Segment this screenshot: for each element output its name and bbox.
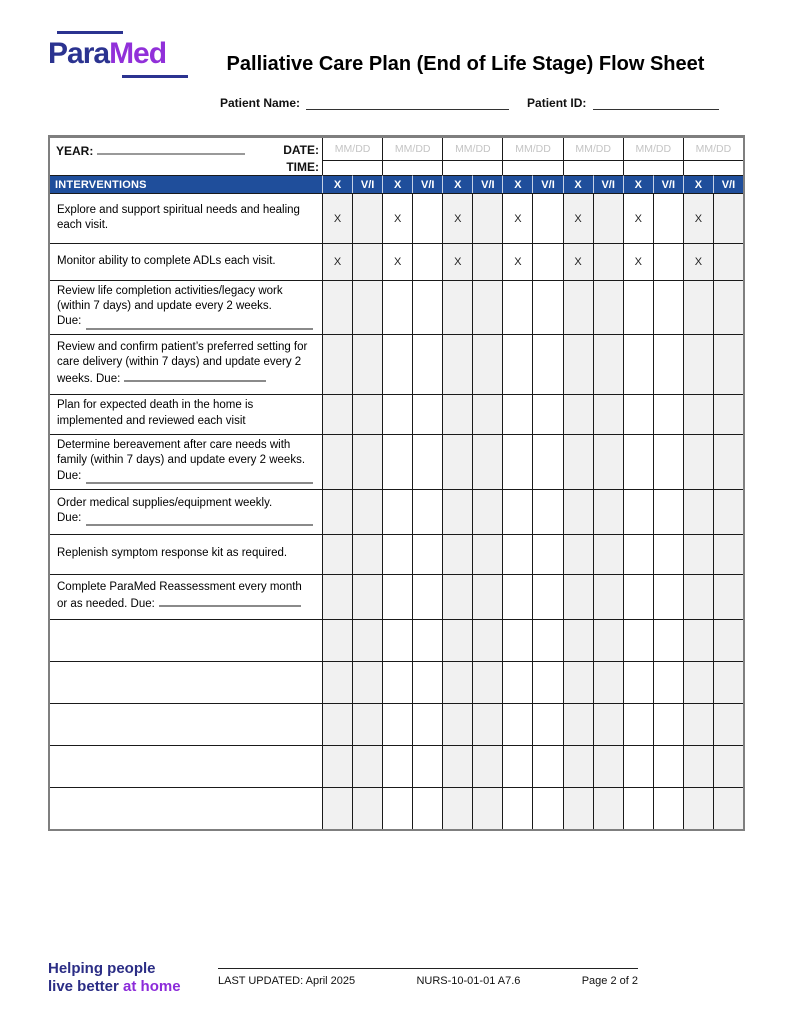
mark-cell-filled[interactable]: X [563, 193, 593, 243]
mark-cell[interactable] [502, 787, 532, 829]
mark-cell[interactable] [593, 703, 623, 745]
due-label: Due: [57, 315, 82, 328]
mark-cell[interactable] [713, 243, 743, 280]
empty-intervention-cell[interactable] [50, 619, 322, 661]
mark-cell[interactable] [683, 394, 713, 434]
empty-intervention-cell[interactable] [50, 745, 322, 787]
mark-cell[interactable] [683, 534, 713, 574]
mark-cell[interactable] [563, 489, 593, 534]
mark-cell[interactable] [322, 280, 352, 334]
mark-cell[interactable] [472, 280, 502, 334]
mark-cell[interactable] [593, 334, 623, 394]
mark-cell[interactable] [593, 243, 623, 280]
mark-cell[interactable] [442, 334, 472, 394]
mark-cell[interactable] [713, 534, 743, 574]
mark-cell[interactable] [623, 703, 653, 745]
mark-cell[interactable] [623, 280, 653, 334]
mark-cell[interactable] [502, 334, 532, 394]
vi-col-header: V/I [352, 175, 382, 193]
intervention-text: Plan for expected death in the home is implemented and reviewed each visit [57, 399, 254, 427]
mark-cell[interactable] [653, 280, 683, 334]
mark-cell[interactable] [502, 661, 532, 703]
mark-cell[interactable] [653, 745, 683, 787]
patient-id-field[interactable] [593, 97, 719, 110]
mark-cell-filled[interactable]: X [623, 243, 653, 280]
mark-cell[interactable] [502, 574, 532, 619]
mark-cell-filled[interactable]: X [502, 243, 532, 280]
mark-cell[interactable] [382, 534, 412, 574]
year-part [56, 140, 245, 175]
intervention-cell [50, 434, 322, 489]
mark-cell[interactable] [623, 534, 653, 574]
mark-cell[interactable] [352, 193, 382, 243]
mark-cell[interactable] [502, 489, 532, 534]
intervention-cell [50, 334, 322, 394]
mark-cell[interactable] [502, 703, 532, 745]
tagline-line2 [48, 978, 181, 996]
mark-cell-filled[interactable]: X [623, 193, 653, 243]
mark-cell[interactable] [532, 394, 562, 434]
intervention-cell [50, 243, 322, 280]
mark-cell[interactable] [472, 661, 502, 703]
mark-cell[interactable] [683, 489, 713, 534]
due-label: Due: [130, 597, 155, 610]
mark-cell[interactable] [352, 787, 382, 829]
mark-cell[interactable] [382, 280, 412, 334]
mark-cell[interactable] [563, 745, 593, 787]
time-input-cell[interactable] [442, 160, 502, 175]
tagline-live-better: live better [48, 978, 124, 995]
mark-cell-filled[interactable]: X [563, 243, 593, 280]
mark-cell[interactable] [322, 394, 352, 434]
mark-cell[interactable] [532, 619, 562, 661]
mark-cell[interactable] [442, 661, 472, 703]
mark-cell[interactable] [593, 619, 623, 661]
date-label: DATE: [283, 143, 319, 157]
mark-cell[interactable] [412, 489, 442, 534]
mark-cell[interactable] [683, 703, 713, 745]
mark-cell[interactable] [532, 745, 562, 787]
footer-block [218, 968, 638, 987]
mark-cell[interactable] [653, 334, 683, 394]
mark-cell[interactable] [322, 661, 352, 703]
year-field[interactable] [97, 143, 245, 155]
mark-cell[interactable] [683, 661, 713, 703]
due-row [57, 511, 315, 526]
mark-cell[interactable] [623, 574, 653, 619]
patient-name-field[interactable] [306, 97, 509, 110]
mark-cell[interactable] [593, 280, 623, 334]
mark-cell[interactable] [412, 574, 442, 619]
mark-cell-filled[interactable]: X [382, 243, 412, 280]
visit-col-header: X [683, 175, 713, 193]
vi-col-header: V/I [532, 175, 562, 193]
mark-cell[interactable] [713, 787, 743, 829]
mark-cell[interactable] [322, 534, 352, 574]
intervention-text: Explore and support spiritual needs and healing each visit. [57, 203, 300, 231]
mark-cell[interactable] [322, 489, 352, 534]
date-input-cell[interactable]: MM/DD [563, 138, 623, 160]
mark-cell[interactable] [352, 661, 382, 703]
mark-cell[interactable] [412, 280, 442, 334]
mark-cell[interactable] [442, 745, 472, 787]
mark-cell[interactable] [352, 619, 382, 661]
visit-col-header: X [442, 175, 472, 193]
vi-col-header: V/I [593, 175, 623, 193]
intervention-text: Determine bereavement after care needs with family (within 7 days) and update every 2 weeks. [57, 439, 306, 467]
mark-cell[interactable] [563, 574, 593, 619]
patient-id-label: Patient ID: [527, 96, 587, 110]
mark-cell[interactable] [532, 334, 562, 394]
vi-col-header: V/I [653, 175, 683, 193]
mark-cell[interactable] [593, 745, 623, 787]
mark-cell[interactable] [502, 434, 532, 489]
mark-cell[interactable] [502, 619, 532, 661]
mark-cell[interactable] [683, 574, 713, 619]
vi-col-header: V/I [412, 175, 442, 193]
mark-cell[interactable] [653, 193, 683, 243]
mark-cell[interactable] [683, 745, 713, 787]
visit-col-header: X [563, 175, 593, 193]
mark-cell[interactable] [502, 280, 532, 334]
mark-cell-filled[interactable]: X [502, 193, 532, 243]
mark-cell[interactable] [382, 661, 412, 703]
mark-cell[interactable] [532, 787, 562, 829]
mark-cell[interactable] [563, 619, 593, 661]
mark-cell[interactable] [653, 394, 683, 434]
date-input-cell[interactable]: MM/DD [683, 138, 743, 160]
mark-cell[interactable] [382, 745, 412, 787]
intervention-cell [50, 280, 322, 334]
mark-cell[interactable] [653, 534, 683, 574]
mark-cell[interactable] [623, 334, 653, 394]
mark-cell[interactable] [382, 703, 412, 745]
mark-cell-filled[interactable]: X [442, 243, 472, 280]
time-input-cell[interactable] [502, 160, 562, 175]
mark-cell[interactable] [442, 574, 472, 619]
mark-cell[interactable] [563, 280, 593, 334]
mark-cell[interactable] [412, 703, 442, 745]
date-input-cell[interactable]: MM/DD [322, 138, 382, 160]
mark-cell[interactable] [653, 661, 683, 703]
mark-cell[interactable] [653, 787, 683, 829]
due-label: Due: [96, 372, 121, 385]
patient-name-label: Patient Name: [220, 96, 301, 110]
mark-cell[interactable] [472, 619, 502, 661]
mark-cell[interactable] [352, 243, 382, 280]
mark-cell[interactable] [683, 619, 713, 661]
mark-cell[interactable] [713, 434, 743, 489]
page-title: Palliative Care Plan (End of Life Stage) Flow Sheet [226, 53, 705, 75]
mark-cell-filled[interactable]: X [322, 193, 352, 243]
mark-cell[interactable] [412, 787, 442, 829]
mark-cell[interactable] [532, 280, 562, 334]
empty-intervention-cell[interactable] [50, 787, 322, 829]
mark-cell[interactable] [412, 745, 442, 787]
logo-part-para: Para [48, 37, 110, 70]
mark-cell[interactable] [382, 434, 412, 489]
mark-cell[interactable] [593, 489, 623, 534]
mark-cell[interactable] [713, 619, 743, 661]
intervention-cell [50, 489, 322, 534]
mark-cell[interactable] [322, 703, 352, 745]
vi-col-header: V/I [713, 175, 743, 193]
mark-cell[interactable] [683, 434, 713, 489]
mark-cell[interactable] [322, 787, 352, 829]
due-field[interactable] [124, 371, 266, 382]
mark-cell[interactable] [713, 574, 743, 619]
page-number: Page 2 of 2 [581, 975, 638, 987]
date-input-cell[interactable]: MM/DD [623, 138, 683, 160]
due-field[interactable] [159, 596, 301, 607]
mark-cell[interactable] [322, 619, 352, 661]
mark-cell[interactable] [472, 745, 502, 787]
mark-cell[interactable] [532, 243, 562, 280]
mark-cell[interactable] [563, 703, 593, 745]
mark-cell[interactable] [352, 434, 382, 489]
time-input-cell[interactable] [623, 160, 683, 175]
tagline-at-home: at home [123, 978, 181, 995]
mark-cell[interactable] [382, 334, 412, 394]
empty-intervention-cell[interactable] [50, 703, 322, 745]
mark-cell[interactable] [713, 703, 743, 745]
mark-cell[interactable] [442, 280, 472, 334]
mark-cell[interactable] [442, 787, 472, 829]
mark-cell[interactable] [412, 193, 442, 243]
logo-part-med: Med [109, 37, 167, 70]
visit-col-header: X [382, 175, 412, 193]
year-label: YEAR: [56, 144, 94, 158]
intervention-text: Review and confirm patient’s preferred setting for care delivery (within 7 days) and update every 2 weeks. Due: [57, 341, 308, 385]
time-input-cell[interactable] [382, 160, 442, 175]
mark-cell[interactable] [593, 534, 623, 574]
date-time-labels [283, 140, 322, 175]
mark-cell[interactable] [683, 280, 713, 334]
mark-cell[interactable] [472, 434, 502, 489]
mark-cell-filled[interactable]: X [382, 193, 412, 243]
mark-cell[interactable] [713, 334, 743, 394]
patient-row [220, 96, 719, 110]
mark-cell[interactable] [382, 574, 412, 619]
mark-cell[interactable] [683, 334, 713, 394]
mark-cell[interactable] [412, 243, 442, 280]
mark-cell[interactable] [563, 787, 593, 829]
due-label: Due: [57, 469, 82, 482]
intervention-text: Complete ParaMed Reassessment every month or as needed. Due: [57, 581, 302, 610]
mark-cell[interactable] [352, 703, 382, 745]
mark-cell[interactable] [382, 787, 412, 829]
mark-cell[interactable] [623, 619, 653, 661]
mark-cell[interactable] [653, 574, 683, 619]
mark-cell[interactable] [653, 243, 683, 280]
mark-cell[interactable] [502, 534, 532, 574]
mark-cell-filled[interactable]: X [683, 193, 713, 243]
mark-cell[interactable] [472, 787, 502, 829]
intervention-text: Monitor ability to complete ADLs each visit. [57, 254, 276, 267]
vi-col-header: V/I [472, 175, 502, 193]
mark-cell[interactable] [563, 434, 593, 489]
mark-cell[interactable] [532, 574, 562, 619]
mark-cell[interactable] [593, 193, 623, 243]
mark-cell[interactable] [593, 787, 623, 829]
date-input-cell[interactable]: MM/DD [382, 138, 442, 160]
intervention-text: Replenish symptom response kit as required. [57, 546, 288, 559]
mark-cell[interactable] [352, 534, 382, 574]
mark-cell[interactable] [352, 280, 382, 334]
mark-cell[interactable] [472, 193, 502, 243]
mark-cell[interactable] [653, 703, 683, 745]
mark-cell[interactable] [382, 489, 412, 534]
intervention-text: Order medical supplies/equipment weekly. [57, 496, 273, 509]
last-updated-text: LAST UPDATED: April 2025 [218, 975, 356, 987]
due-field[interactable] [86, 515, 313, 526]
mark-cell[interactable] [563, 661, 593, 703]
mark-cell[interactable] [352, 745, 382, 787]
mark-cell[interactable] [382, 394, 412, 434]
mark-cell[interactable] [322, 434, 352, 489]
mark-cell[interactable] [563, 534, 593, 574]
mark-cell[interactable] [412, 434, 442, 489]
mark-cell[interactable] [653, 434, 683, 489]
mark-cell[interactable] [442, 434, 472, 489]
mark-cell[interactable] [532, 534, 562, 574]
mark-cell[interactable] [352, 334, 382, 394]
mark-cell[interactable] [532, 434, 562, 489]
time-input-cell[interactable] [683, 160, 743, 175]
mark-cell[interactable] [563, 334, 593, 394]
mark-cell[interactable] [472, 394, 502, 434]
due-row [57, 314, 315, 329]
mark-cell[interactable] [502, 394, 532, 434]
mark-cell[interactable] [442, 619, 472, 661]
mark-cell[interactable] [713, 193, 743, 243]
mark-cell[interactable] [472, 489, 502, 534]
mark-cell[interactable] [713, 489, 743, 534]
mark-cell[interactable] [713, 661, 743, 703]
mark-cell[interactable] [593, 394, 623, 434]
mark-cell[interactable] [593, 574, 623, 619]
mark-cell[interactable] [442, 489, 472, 534]
intervention-cell [50, 574, 322, 619]
mark-cell[interactable] [713, 745, 743, 787]
tagline-line1: Helping people [48, 960, 156, 977]
mark-cell[interactable] [412, 394, 442, 434]
mark-cell-filled[interactable]: X [683, 243, 713, 280]
mark-cell[interactable] [713, 394, 743, 434]
mark-cell[interactable] [352, 489, 382, 534]
tagline [48, 960, 181, 996]
intervention-text: Review life completion activities/legacy work (within 7 days) and update every 2 weeks. [57, 285, 283, 313]
mark-cell[interactable] [472, 703, 502, 745]
date-input-cell[interactable]: MM/DD [502, 138, 562, 160]
mark-cell-filled[interactable]: X [322, 243, 352, 280]
due-field[interactable] [86, 473, 313, 484]
due-row [57, 469, 315, 484]
mark-cell[interactable] [593, 661, 623, 703]
intervention-cell [50, 534, 322, 574]
due-field[interactable] [86, 319, 313, 330]
mark-cell[interactable] [532, 703, 562, 745]
mark-cell[interactable] [322, 745, 352, 787]
mark-cell[interactable] [563, 394, 593, 434]
document-code: NURS-10-01-01 A7.6 [416, 975, 521, 987]
mark-cell[interactable] [322, 574, 352, 619]
mark-cell[interactable] [322, 334, 352, 394]
mark-cell[interactable] [623, 489, 653, 534]
mark-cell[interactable] [442, 703, 472, 745]
date-input-cell[interactable]: MM/DD [442, 138, 502, 160]
mark-cell[interactable] [653, 489, 683, 534]
mark-cell[interactable] [472, 534, 502, 574]
mark-cell[interactable] [532, 193, 562, 243]
mark-cell[interactable] [412, 334, 442, 394]
year-date-time-cell [50, 138, 322, 175]
mark-cell[interactable] [713, 280, 743, 334]
visit-col-header: X [322, 175, 352, 193]
mark-cell[interactable] [593, 434, 623, 489]
interventions-header: INTERVENTIONS [50, 175, 322, 193]
visit-col-header: X [623, 175, 653, 193]
mark-cell[interactable] [412, 661, 442, 703]
mark-cell[interactable] [472, 243, 502, 280]
mark-cell[interactable] [442, 534, 472, 574]
time-input-cell[interactable] [563, 160, 623, 175]
mark-cell[interactable] [623, 394, 653, 434]
mark-cell[interactable] [442, 394, 472, 434]
mark-cell[interactable] [532, 661, 562, 703]
mark-cell[interactable] [382, 619, 412, 661]
mark-cell[interactable] [352, 574, 382, 619]
time-label: TIME: [286, 160, 319, 174]
mark-cell[interactable] [532, 489, 562, 534]
mark-cell[interactable] [502, 745, 532, 787]
mark-cell[interactable] [352, 394, 382, 434]
intervention-cell [50, 394, 322, 434]
mark-cell[interactable] [623, 661, 653, 703]
mark-cell[interactable] [412, 534, 442, 574]
mark-cell[interactable] [472, 574, 502, 619]
mark-cell[interactable] [623, 434, 653, 489]
mark-cell[interactable] [653, 619, 683, 661]
mark-cell[interactable] [623, 745, 653, 787]
mark-cell-filled[interactable]: X [442, 193, 472, 243]
flow-table [48, 135, 745, 831]
visit-col-header: X [502, 175, 532, 193]
mark-cell[interactable] [623, 787, 653, 829]
empty-intervention-cell[interactable] [50, 661, 322, 703]
time-input-cell[interactable] [322, 160, 382, 175]
mark-cell[interactable] [472, 334, 502, 394]
mark-cell[interactable] [412, 619, 442, 661]
due-label: Due: [57, 512, 82, 525]
mark-cell[interactable] [683, 787, 713, 829]
intervention-cell [50, 193, 322, 243]
